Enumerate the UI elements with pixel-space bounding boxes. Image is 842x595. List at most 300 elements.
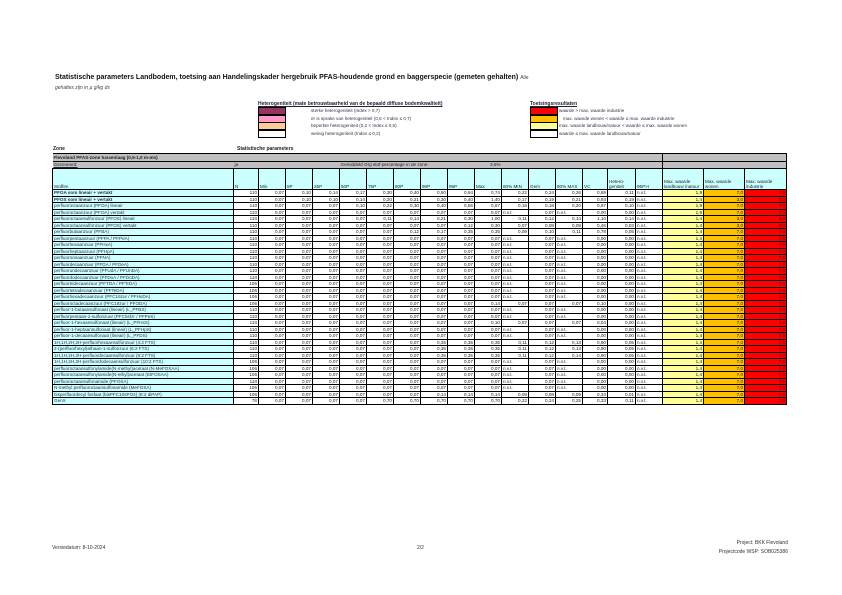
value-cell: 0,07 [286, 222, 313, 229]
value-cell: 0,07 [367, 287, 394, 294]
value-cell: 0,07 [313, 300, 340, 307]
value-cell: 0,07 [340, 372, 367, 379]
value-cell: 0,00 [608, 274, 636, 281]
value-cell: 0,07 [259, 248, 286, 255]
value-cell: 0,07 [529, 268, 556, 275]
value-cell: 0,07 [448, 294, 475, 301]
value-cell: n.v.t. [636, 248, 663, 255]
value-cell: 0,07 [340, 229, 367, 236]
value-cell: 0,07 [259, 235, 286, 242]
limit-living: 7,0 [704, 229, 745, 236]
value-cell: 0,70 [394, 398, 421, 405]
limit-agriculture: 1,4 [663, 235, 704, 242]
value-cell: 110 [234, 326, 259, 333]
value-cell: 0,90 [583, 346, 608, 353]
value-cell: 0,07 [313, 378, 340, 385]
value-cell: n.v.t. [502, 333, 529, 340]
limit-agriculture: 1,4 [663, 365, 704, 372]
value-cell: 0,07 [448, 333, 475, 340]
substance-name: perfluoroctaansulfonamide (PFOSA) [53, 378, 234, 385]
value-cell: 0,07 [529, 326, 556, 333]
value-cell: 0,07 [421, 222, 448, 229]
limit-industry: 7,0 [745, 307, 787, 314]
value-cell: 0,07 [340, 216, 367, 223]
value-cell: 0,07 [340, 235, 367, 242]
value-cell: 0,07 [394, 307, 421, 314]
value-cell: 0,07 [313, 326, 340, 333]
value-cell: 0,35 [475, 229, 502, 236]
value-cell: 0,07 [475, 281, 502, 288]
column-header: Min [259, 169, 286, 190]
value-cell: 0,07 [367, 242, 394, 249]
value-cell: n.v.t. [502, 255, 529, 262]
limit-agriculture: 1,4 [663, 359, 704, 366]
value-cell: 0,11 [502, 216, 529, 223]
value-cell: n.v.t. [636, 255, 663, 262]
value-cell: 0,09 [502, 229, 529, 236]
value-cell: n.v.t. [636, 216, 663, 223]
column-header: Gem [529, 169, 556, 190]
value-cell: 0,70 [421, 398, 448, 405]
value-cell: 110 [234, 190, 259, 197]
value-cell: 1,40 [475, 196, 502, 203]
value-cell: 0,07 [340, 359, 367, 366]
value-cell: 0,07 [394, 248, 421, 255]
value-cell: 0,03 [608, 222, 636, 229]
value-cell: n.v.t. [636, 391, 663, 398]
value-cell: 0,07 [259, 398, 286, 405]
page-title [55, 74, 529, 81]
value-cell: 0,07 [394, 242, 421, 249]
value-cell: 0,07 [448, 320, 475, 327]
value-cell: 0,08 [529, 391, 556, 398]
value-cell: 0,05 [608, 346, 636, 353]
limit-living: 7,0 [704, 248, 745, 255]
legend-label: waarde ≤ max. waarde landbouw/natuur [559, 130, 641, 136]
value-cell: 0,07 [475, 359, 502, 366]
value-cell: 0,07 [448, 359, 475, 366]
value-cell: 0,07 [475, 294, 502, 301]
header-row [53, 169, 787, 190]
value-cell: 0,07 [475, 378, 502, 385]
substance-name: 1H,1H,2H,2H-perfluordodecaansulfonzuur (10:2 FTS) [53, 359, 234, 366]
value-cell: 0,19 [529, 196, 556, 203]
limit-living: 7,0 [704, 190, 745, 197]
value-cell: 0,07 [367, 320, 394, 327]
value-cell: 0,07 [421, 261, 448, 268]
column-header: 80P [394, 169, 421, 190]
value-cell: 0,00 [583, 307, 608, 314]
value-cell: 0,07 [259, 196, 286, 203]
value-cell: 0,00 [608, 359, 636, 366]
value-cell: 0,07 [448, 365, 475, 372]
value-cell: 0,07 [367, 294, 394, 301]
value-cell: 0,07 [286, 398, 313, 405]
limit-agriculture: 1,4 [663, 339, 704, 346]
value-cell: 0,07 [448, 242, 475, 249]
value-cell: 0,18 [529, 203, 556, 210]
limit-industry: 7,0 [745, 333, 787, 340]
limit-living: 7,0 [704, 209, 745, 216]
value-cell: 0,07 [556, 320, 583, 327]
value-cell: 0,40 [421, 203, 448, 210]
value-cell: 0,07 [421, 242, 448, 249]
value-cell: 0,07 [259, 281, 286, 288]
value-cell: 0,07 [259, 352, 286, 359]
value-cell: 110 [234, 255, 259, 262]
value-cell: 0,07 [259, 385, 286, 392]
value-cell: 0,08 [556, 222, 583, 229]
value-cell: n.v.t. [556, 209, 583, 216]
value-cell: 0,07 [367, 352, 394, 359]
value-cell: 110 [234, 261, 259, 268]
value-cell: 106 [234, 287, 259, 294]
value-cell: 0,07 [259, 320, 286, 327]
value-cell: 0,07 [394, 274, 421, 281]
value-cell: 0,07 [421, 307, 448, 314]
value-cell: 0,07 [340, 352, 367, 359]
value-cell: 0,07 [367, 274, 394, 281]
value-cell: 0,14 [394, 216, 421, 223]
limit-agriculture: 1,4 [663, 261, 704, 268]
value-cell: 0,07 [286, 216, 313, 223]
column-header: Max [475, 169, 502, 190]
value-cell: n.v.t. [502, 378, 529, 385]
substance-name: perfluortridecaanzuur (PFTDA / PFTrDA) [53, 281, 234, 288]
value-cell: 0,07 [421, 235, 448, 242]
value-cell: n.v.t. [556, 261, 583, 268]
value-cell: 0,07 [286, 294, 313, 301]
value-cell: 0,07 [313, 268, 340, 275]
value-cell: n.v.t. [636, 235, 663, 242]
value-cell: 0,07 [529, 372, 556, 379]
value-cell: 0,07 [313, 248, 340, 255]
value-cell: n.v.t. [636, 339, 663, 346]
value-cell: 0,07 [313, 372, 340, 379]
legend-label: weinig heterogeniteit (Index ≤ 0,2) [311, 130, 381, 136]
value-cell: 0,07 [313, 209, 340, 216]
gezoneerd-row [53, 161, 787, 169]
value-cell: 0,07 [313, 235, 340, 242]
value-cell: n.v.t. [556, 281, 583, 288]
value-cell: 0,07 [448, 313, 475, 320]
value-cell: 0,07 [286, 359, 313, 366]
test-legend-heading: Toetsingsresultaten [530, 101, 578, 107]
value-cell: 0,07 [259, 274, 286, 281]
value-cell: 0,07 [394, 235, 421, 242]
value-cell: 0,07 [367, 339, 394, 346]
value-cell: 0,07 [340, 339, 367, 346]
value-cell: 0,00 [608, 235, 636, 242]
value-cell: n.v.t. [556, 326, 583, 333]
value-cell: n.v.t. [636, 313, 663, 320]
gezoneerd-value: ja [234, 161, 340, 169]
value-cell: 0,07 [340, 261, 367, 268]
limit-industry: 7,0 [745, 229, 787, 236]
value-cell: 0,07 [259, 339, 286, 346]
column-header: 50P [340, 169, 367, 190]
limit-industry: 7,0 [745, 287, 787, 294]
substance-name: perfluornonaanzuur (PFNA) [53, 255, 234, 262]
limit-industry: 3,0 [745, 216, 787, 223]
value-cell: 0,07 [259, 222, 286, 229]
value-cell: 0,00 [583, 274, 608, 281]
value-cell: n.v.t. [636, 359, 663, 366]
limit-living: 7,0 [704, 346, 745, 353]
value-cell: 0,07 [367, 300, 394, 307]
value-cell: 0,40 [394, 190, 421, 197]
value-cell: 0,10 [608, 203, 636, 210]
value-cell: n.v.t. [636, 222, 663, 229]
gezoneerd-row-filler [502, 161, 663, 169]
value-cell: 0,07 [529, 248, 556, 255]
limit-living: 7,0 [704, 203, 745, 210]
limit-living: 7,0 [704, 339, 745, 346]
value-cell: 0,07 [421, 326, 448, 333]
limit-agriculture: 1,4 [663, 255, 704, 262]
value-cell: 0,07 [394, 313, 421, 320]
limit-agriculture: 1,4 [663, 346, 704, 353]
value-cell: 0,00 [608, 378, 636, 385]
value-cell: 0,07 [286, 274, 313, 281]
value-cell: 0,00 [608, 209, 636, 216]
value-cell: 0,07 [313, 333, 340, 340]
value-cell: 0,24 [529, 190, 556, 197]
value-cell: 0,00 [608, 333, 636, 340]
value-cell: 0,07 [475, 287, 502, 294]
value-cell: n.v.t. [502, 313, 529, 320]
value-cell: 0,11 [608, 190, 636, 197]
limit-agriculture: 1,4 [663, 196, 704, 203]
value-cell: 0,70 [367, 398, 394, 405]
value-cell: 0,35 [421, 339, 448, 346]
column-header: 80% MIN [502, 169, 529, 190]
value-cell: 0,07 [313, 385, 340, 392]
value-cell: 110 [234, 209, 259, 216]
value-cell: 0,07 [394, 359, 421, 366]
value-cell: 0,07 [421, 300, 448, 307]
value-cell: 0,00 [583, 242, 608, 249]
value-cell: n.v.t. [502, 365, 529, 372]
value-cell: 0,17 [502, 196, 529, 203]
value-cell: 0,07 [421, 274, 448, 281]
value-cell: n.v.t. [502, 326, 529, 333]
value-cell: 0,07 [286, 300, 313, 307]
value-cell: 0,07 [367, 255, 394, 262]
value-cell: 0,07 [421, 209, 448, 216]
value-cell: n.v.t. [636, 352, 663, 359]
value-cell: 0,07 [421, 365, 448, 372]
value-cell: 0,35 [448, 229, 475, 236]
limit-industry: 7,0 [745, 268, 787, 275]
value-cell: 0,07 [313, 391, 340, 398]
column-header: 25P [313, 169, 340, 190]
limit-agriculture: 1,9 [663, 209, 704, 216]
value-cell: 0,07 [448, 287, 475, 294]
value-cell: 0,07 [259, 209, 286, 216]
value-cell: 0,07 [286, 333, 313, 340]
limit-living: 7,0 [704, 372, 745, 379]
page-number: 2/2 [417, 545, 424, 551]
value-cell: 0,87 [583, 203, 608, 210]
legend-label: max. waarde wonen < waarde ≤ max. waarde industrie [563, 115, 675, 121]
value-cell: 0,10 [286, 196, 313, 203]
value-cell: n.v.t. [636, 320, 663, 327]
limit-living: 7,0 [704, 385, 745, 392]
value-cell: 0,00 [608, 281, 636, 288]
value-cell: 0,40 [448, 196, 475, 203]
value-cell: 0,00 [608, 372, 636, 379]
value-cell: 0,07 [286, 281, 313, 288]
value-cell: 0,00 [608, 287, 636, 294]
value-cell: 0,00 [608, 268, 636, 275]
value-cell: 0,07 [259, 242, 286, 249]
value-cell: 0,07 [286, 242, 313, 249]
value-cell: 0,07 [340, 320, 367, 327]
value-cell: 0,07 [259, 359, 286, 366]
value-cell: 0,00 [583, 294, 608, 301]
value-cell: n.v.t. [636, 242, 663, 249]
value-cell: 0,07 [448, 378, 475, 385]
value-cell: 0,08 [529, 222, 556, 229]
value-cell: 0,07 [529, 333, 556, 340]
substance-name: GenX [53, 398, 234, 405]
value-cell: 0,07 [313, 216, 340, 223]
limit-industry: 7,0 [745, 203, 787, 210]
value-cell: 0,07 [394, 287, 421, 294]
limit-industry: 7,0 [745, 274, 787, 281]
value-cell: 0,07 [340, 365, 367, 372]
value-cell: 0,07 [259, 346, 286, 353]
value-cell: 0,07 [259, 391, 286, 398]
value-cell: 0,12 [529, 216, 556, 223]
value-cell: 0,07 [502, 320, 529, 327]
limit-industry: 7,0 [745, 352, 787, 359]
value-cell: 0,10 [286, 190, 313, 197]
value-cell: 0,07 [313, 222, 340, 229]
limit-living: 7,0 [704, 391, 745, 398]
value-cell: 110 [234, 378, 259, 385]
limit-living: 7,0 [704, 235, 745, 242]
value-cell: n.v.t. [556, 313, 583, 320]
substance-name: perfluoroctaansulfonzuur (PFOS) lineair [53, 216, 234, 223]
value-cell: 0,07 [367, 372, 394, 379]
value-cell: 0,30 [421, 196, 448, 203]
value-cell: n.v.t. [556, 235, 583, 242]
value-cell: 0,07 [475, 307, 502, 314]
value-cell: 0,07 [313, 313, 340, 320]
value-cell: 0,07 [475, 333, 502, 340]
value-cell: 0,20 [556, 203, 583, 210]
value-cell: 0,00 [583, 385, 608, 392]
value-cell: 0,12 [529, 346, 556, 353]
limit-industry: 7,0 [745, 313, 787, 320]
value-cell: 0,07 [286, 320, 313, 327]
value-cell: 0,07 [475, 274, 502, 281]
value-cell: 0,33 [583, 398, 608, 405]
value-cell: 0,11 [502, 346, 529, 353]
value-cell: n.v.t. [636, 365, 663, 372]
value-cell: 0,21 [556, 196, 583, 203]
gezoneerd-row-limits [663, 161, 787, 169]
value-cell: 0,07 [259, 313, 286, 320]
value-cell: 0,07 [529, 378, 556, 385]
limit-agriculture: 1,4 [663, 300, 704, 307]
value-cell: n.v.t. [636, 307, 663, 314]
value-cell: 0,12 [448, 222, 475, 229]
value-cell: 0,07 [340, 333, 367, 340]
limit-industry: 7,0 [745, 281, 787, 288]
limit-living: 7,0 [704, 307, 745, 314]
value-cell: 0,07 [286, 313, 313, 320]
value-cell: 106 [234, 385, 259, 392]
value-cell: n.v.t. [556, 268, 583, 275]
value-cell: 0,07 [529, 365, 556, 372]
value-cell: 0,07 [313, 365, 340, 372]
substance-name: perfluor-1-butaansulfonaat (lineair) (L_PFBS) [53, 307, 234, 314]
value-cell: 0,78 [583, 229, 608, 236]
value-cell: 0,07 [286, 287, 313, 294]
value-cell: n.v.t. [502, 209, 529, 216]
value-cell: 0,04 [583, 320, 608, 327]
limit-agriculture: 1,4 [663, 385, 704, 392]
limit-industry: 7,0 [745, 339, 787, 346]
substance-name: perfluorbutaanzuur (PFBA) [53, 229, 234, 236]
value-cell: 0,70 [448, 398, 475, 405]
substance-name: perfluordecaanzuur (PFDA / PFDeA) [53, 261, 234, 268]
value-cell: 0,07 [313, 261, 340, 268]
limit-agriculture: 1,4 [663, 229, 704, 236]
value-cell: 0,07 [448, 300, 475, 307]
value-cell: 0,07 [394, 365, 421, 372]
value-cell: 0,07 [286, 365, 313, 372]
value-cell: 0,14 [556, 352, 583, 359]
value-cell: 0,00 [583, 255, 608, 262]
value-cell: n.v.t. [636, 287, 663, 294]
value-cell: 110 [234, 307, 259, 314]
value-cell: n.v.t. [636, 326, 663, 333]
value-cell: 0,07 [313, 294, 340, 301]
legend-label: beperkte heterogeniteit (0,2 < Index ≤ 0,5) [311, 123, 397, 128]
value-cell: 0,07 [529, 274, 556, 281]
value-cell: 0,07 [475, 268, 502, 275]
value-cell: 110 [234, 229, 259, 236]
value-cell: 0,07 [313, 352, 340, 359]
limit-industry: 7,0 [745, 391, 787, 398]
value-cell: 0,07 [286, 307, 313, 314]
value-cell: 0,07 [421, 378, 448, 385]
value-cell: n.v.t. [556, 307, 583, 314]
value-cell: 0,07 [340, 346, 367, 353]
value-cell: 0,07 [394, 281, 421, 288]
value-cell: 0,10 [529, 229, 556, 236]
value-cell: 0,00 [583, 333, 608, 340]
value-cell: 0,07 [340, 326, 367, 333]
limit-living: 7,0 [704, 352, 745, 359]
value-cell: n.v.t. [502, 261, 529, 268]
limit-agriculture: 1,9 [663, 190, 704, 197]
value-cell: n.v.t. [502, 274, 529, 281]
value-cell: 0,00 [608, 261, 636, 268]
substance-name: perfluorpentaan-1-sulfonzuur (PFC5sfzr / PFPeS) [53, 313, 234, 320]
limit-industry: 7,0 [745, 300, 787, 307]
value-cell: 0,70 [475, 398, 502, 405]
value-cell: 0,07 [340, 242, 367, 249]
column-header: Max. waarde landbouw /natuur [663, 169, 704, 190]
value-cell: 0,07 [286, 261, 313, 268]
column-header: Stoffen [53, 169, 234, 190]
value-cell: 0,05 [608, 352, 636, 359]
